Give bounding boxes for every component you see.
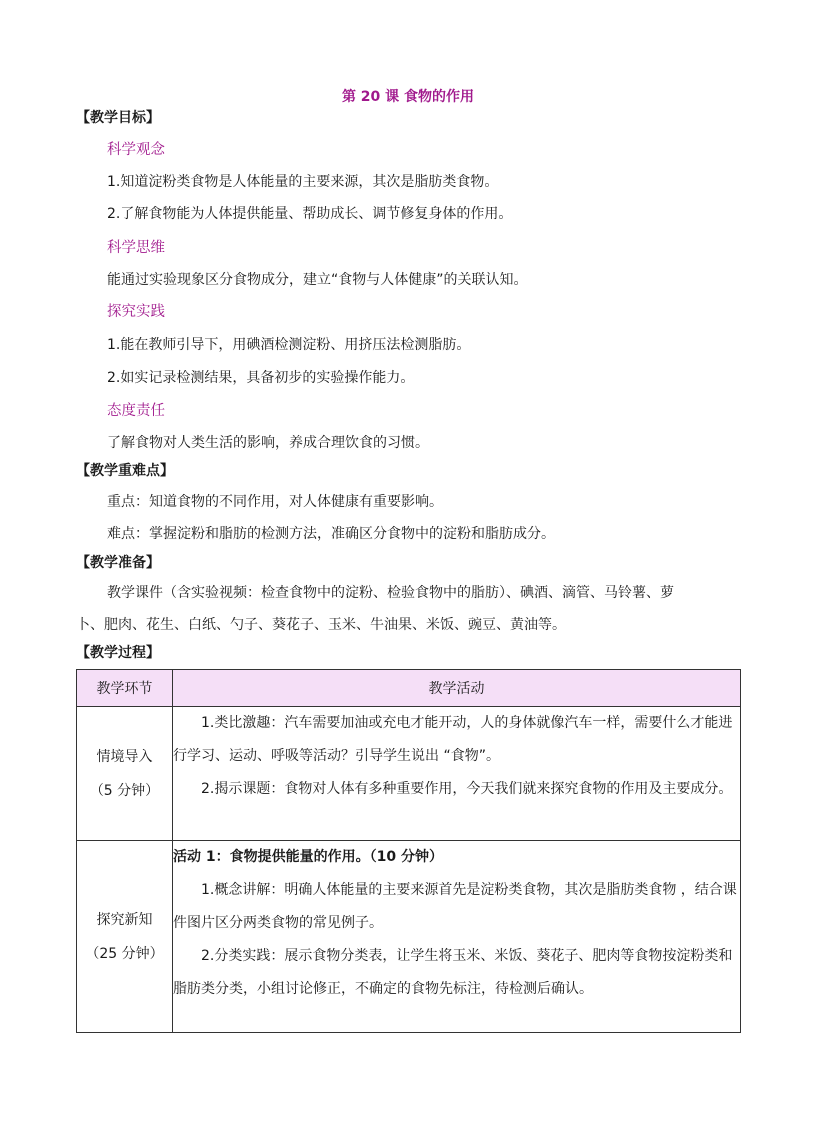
page-title: 第 20 课 食物的作用: [341, 89, 475, 105]
stage-duration: （5 分钟）: [89, 782, 160, 799]
table-header-activity: 教学活动: [173, 670, 741, 707]
attitude-item-1: 了解食物对人类生活的影响，养成合理饮食的习惯。: [107, 435, 429, 451]
prep-line-1: 教学课件（含实验视频：检查食物中的淀粉、检验食物中的脂肪）、碘酒、滴管、马铃薯、萝: [107, 585, 674, 601]
activity-paragraph: 1.类比激趣：汽车需要加油或充电才能开动，人的身体就像汽车一样，需要什么才能进行学习、运动、呼吸等活动？引导学生说出 “食物”。: [173, 715, 733, 764]
process-heading: 【教学过程】: [76, 645, 160, 661]
goals-heading: 【教学目标】: [76, 110, 160, 126]
stage-name: 探究新知: [96, 911, 153, 928]
concept-heading: 科学观念: [107, 142, 165, 158]
activity-cell: [173, 707, 741, 841]
table-header-stage: 教学环节: [77, 670, 173, 707]
process-table: [76, 669, 741, 1033]
activity-paragraph: 1.概念讲解：明确人体能量的主要来源首先是淀粉类食物，其次是脂肪类食物 ，结合课件图片区分两类食物的常见例子。: [173, 882, 737, 931]
key-point: 重点：知道食物的不同作用，对人体健康有重要影响。: [107, 494, 443, 510]
practice-heading: 探究实践: [107, 304, 165, 320]
activity-title: 活动 1：食物提供能量的作用。（10 分钟）: [173, 849, 443, 865]
activity-paragraph: 2.分类实践：展示食物分类表，让学生将玉米、米饭、葵花子、肥肉等食物按淀粉类和脂肪类分类，小组讨论修正，不确定的食物先标注，待检测后确认。: [173, 948, 733, 997]
stage-cell: [77, 841, 173, 1033]
stage-name: 情境导入: [96, 748, 153, 765]
stage-duration: （25 分钟）: [85, 945, 164, 962]
table-header-row: [77, 670, 741, 707]
activity-cell: [173, 841, 741, 1033]
concept-item-1: 1.知道淀粉类食物是人体能量的主要来源，其次是脂肪类食物。: [107, 174, 499, 190]
prep-line-2: 卜、肥肉、花生、白纸、勺子、葵花子、玉米、牛油果、米饭、豌豆、黄油等。: [76, 617, 566, 633]
attitude-heading: 态度责任: [107, 403, 165, 419]
stage-cell: [77, 707, 173, 841]
thinking-item-1: 能通过实验现象区分食物成分，建立“食物与人体健康”的关联认知。: [107, 272, 528, 288]
activity-paragraph: 2.揭示课题：食物对人体有多种重要作用，今天我们就来探究食物的作用及主要成分。: [201, 781, 733, 797]
practice-item-1: 1.能在教师引导下，用碘酒检测淀粉、用挤压法检测脂肪。: [107, 337, 471, 353]
table-row: [77, 707, 741, 841]
thinking-heading: 科学思维: [107, 240, 165, 256]
concept-item-2: 2.了解食物能为人体提供能量、帮助成长、调节修复身体的作用。: [107, 206, 513, 222]
table-row: [77, 841, 741, 1033]
practice-item-2: 2.如实记录检测结果，具备初步的实验操作能力。: [107, 370, 415, 386]
prep-heading: 【教学准备】: [76, 555, 160, 571]
keypoints-heading: 【教学重难点】: [76, 463, 174, 479]
difficult-point: 难点：掌握淀粉和脂肪的检测方法，准确区分食物中的淀粉和脂肪成分。: [107, 526, 555, 542]
